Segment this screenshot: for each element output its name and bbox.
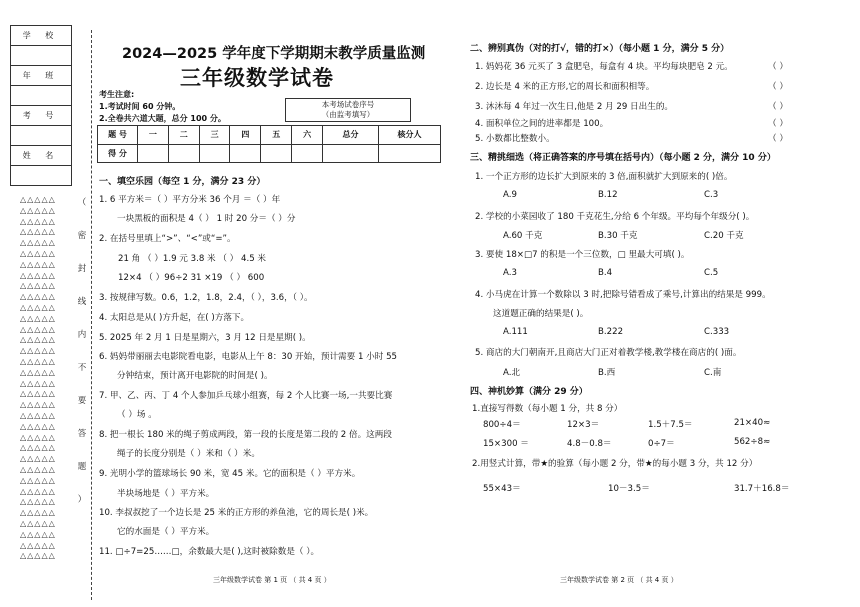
question-line: 绳子的长度分别是（ ）米和（ ）米。 — [117, 449, 260, 459]
score-header: 五 — [261, 126, 292, 145]
score-header: 三 — [199, 126, 230, 145]
mc-option[interactable]: C.20 千克 — [704, 231, 744, 241]
seal-dashed-line — [91, 30, 92, 600]
question-line: （ ）场 。 — [117, 410, 157, 420]
mc-option[interactable]: C.南 — [704, 368, 722, 378]
note-total: 2.全卷共六道大题，总分 100 分。 — [99, 114, 226, 123]
tf-answer-blank[interactable]: （ ） — [768, 119, 788, 129]
triangle-border-decoration: △△△△△ △△△△△ △△△△△ △△△△△ △△△△△ △△△△△ △△△△△ △△△△△ △△△△△ △△△△△ △△△△△ △△△△△ △△△△△ △△△△△ △△△△△ △△△△△ △△△△△ △△△△△ △△△△△ △△△△△ △△△△△ △△△△△ △△△△△ △△△△△ △△△△△ △△△△△ △△△△△ △△△△△ △△△△△ △△△△△ △△△△△ △△△△△ △△△△△ △△△△△ — [20, 195, 56, 561]
mc-option[interactable]: A.9 — [503, 190, 517, 200]
score-cell[interactable] — [168, 144, 199, 163]
score-cell[interactable] — [199, 144, 230, 163]
score-cell[interactable] — [292, 144, 323, 163]
question-line: 8. 把一根长 180 米的绳子剪成两段，第一段的长度是第二段的 2 倍。这两段 — [99, 430, 392, 440]
score-cell[interactable] — [379, 144, 441, 163]
score-header: 二 — [168, 126, 199, 145]
question-line: 5. 2025 年 2 月 1 日是星期六，3 月 12 日是星期( )。 — [99, 333, 311, 343]
mc-option[interactable]: B.12 — [598, 190, 618, 200]
mc-option[interactable]: B.30 千克 — [598, 231, 638, 241]
mc-question: 2. 学校的小菜园收了 180 千克花生,分给 6 个年级。平均每个年级分( )。 — [475, 212, 755, 222]
class-label: 年 班 — [11, 66, 72, 86]
calc-item: 0÷7＝ — [648, 439, 675, 449]
section-fill-blank: 一、填空乐园（每空 1 分，满分 23 分） — [99, 177, 266, 187]
calc-item: 4.8－0.8＝ — [567, 439, 612, 449]
question-line: 1. 6 平方米＝（ ）平方分米 36 个月 ＝（ ）年 — [99, 195, 281, 205]
mc-question: 4. 小马虎在计算一个数除以 3 时,把除号错看成了乘号,计算出的结果是 999。 — [475, 290, 771, 300]
question-line: 它的水面是（ ）平方米。 — [117, 527, 215, 537]
section-multiple-choice: 三、精挑细选（将正确答案的序号填在括号内）（每小题 2 分，满分 10 分） — [470, 153, 776, 163]
tf-question: 1. 妈妈花 36 元买了 3 盒肥皂，每盒有 4 块。平均每块肥皂 2 元。 — [475, 62, 733, 72]
score-header: 一 — [138, 126, 169, 145]
mc-question: 3. 要使 18×□7 的积是一个三位数，□ 里最大可填( )。 — [475, 250, 690, 260]
score-header: 总分 — [323, 126, 379, 145]
score-table — [97, 125, 441, 163]
score-header: 四 — [230, 126, 261, 145]
tf-answer-blank[interactable]: （ ） — [768, 102, 788, 112]
score-cell[interactable] — [261, 144, 292, 163]
score-header: 核分人 — [379, 126, 441, 145]
vertical-calc-item: 10－3.5＝ — [608, 484, 650, 494]
notes-label: 考生注意: — [99, 90, 135, 99]
mc-option[interactable]: B.4 — [598, 268, 613, 278]
tf-answer-blank[interactable]: （ ） — [768, 82, 788, 92]
score-cell[interactable] — [230, 144, 261, 163]
question-line: 11. □÷7=25……□，余数最大是( ),这时被除数是（ ）。 — [99, 547, 320, 557]
question-line: 4. 太阳总是从( )方升起，在( )方落下。 — [99, 313, 250, 323]
question-line: 7. 甲、乙、丙、丁 4 个人参加乒乓球小组赛，每 2 个人比赛一场,一共要比赛 — [99, 391, 393, 401]
seat-number-hint: （由监考填写） — [321, 110, 375, 119]
score-header: 六 — [292, 126, 323, 145]
question-line: 分钟结束，预计离开电影院的时间是( )。 — [117, 371, 273, 381]
question-line: 21 角 （ ）1.9 元 3.8 米 （ ） 4.5 米 — [118, 254, 267, 264]
score-cell[interactable] — [138, 144, 169, 163]
mc-option[interactable]: A.111 — [503, 327, 528, 337]
score-cell[interactable] — [323, 144, 379, 163]
student-info-table — [10, 25, 72, 186]
calc-subtitle: 1.直接写得数（每小题 1 分，共 8 分） — [472, 404, 623, 414]
class-blank[interactable] — [11, 86, 72, 106]
exam-subject-title: 三年级数学试卷 — [180, 66, 334, 90]
mc-option[interactable]: A.60 千克 — [503, 231, 543, 241]
tf-answer-blank[interactable]: （ ） — [768, 134, 788, 144]
name-label: 姓 名 — [11, 146, 72, 166]
mc-option[interactable]: C.3 — [704, 190, 719, 200]
question-line: 10. 李叔叔挖了一个边长是 25 米的正方形的养鱼池，它的周长是( )米。 — [99, 508, 374, 518]
tf-question: 4. 面积单位之间的进率都是 100。 — [475, 119, 609, 129]
section-calculation: 四、神机妙算（满分 29 分） — [470, 387, 588, 397]
score-header: 题 号 — [98, 126, 138, 145]
mc-option[interactable]: B.西 — [598, 368, 616, 378]
note-time: 1.考试时间 60 分钟。 — [99, 102, 181, 111]
name-blank[interactable] — [11, 166, 72, 186]
calc-item: 1.5＋7.5＝ — [648, 420, 693, 430]
calc-item: 21×40≈ — [734, 418, 771, 428]
calc-item: 12×3＝ — [567, 420, 600, 430]
question-line: 3. 按规律写数。0.6，1.2，1.8，2.4，（ ），3.6，（ ）。 — [99, 293, 313, 303]
seal-line-text: （ 密 封 线 内 不 要 答 题 ） — [77, 198, 87, 505]
page-footer-1: 三年级数学试卷 第 1 页 （ 共 4 页 ） — [213, 576, 331, 584]
vertical-calc-subtitle: 2.用竖式计算，带★的验算（每小题 2 分，带★的每小题 3 分，共 12 分） — [472, 459, 758, 469]
mc-question: 1. 一个正方形的边长扩大到原来的 3 倍,面积就扩大到原来的( )倍。 — [475, 172, 733, 182]
question-line: 2. 在括号里填上“>”、“<”或“=”。 — [99, 234, 236, 244]
calc-item: 562÷8≈ — [734, 437, 771, 447]
exam-title: 2024—2025 学年度下学期期末教学质量监测 — [122, 46, 426, 62]
tf-question: 5. 小数都比整数小。 — [475, 134, 555, 144]
tf-answer-blank[interactable]: （ ） — [768, 62, 788, 72]
question-line: 半块场地是（ ）平方米。 — [117, 489, 215, 499]
school-blank[interactable] — [11, 46, 72, 66]
calc-item: 15×300 ＝ — [483, 439, 529, 449]
school-label: 学 校 — [11, 26, 72, 46]
calc-item: 800÷4＝ — [483, 420, 521, 430]
seat-number-box[interactable] — [285, 98, 411, 122]
mc-option[interactable]: C.5 — [704, 268, 719, 278]
mc-option[interactable]: C.333 — [704, 327, 730, 337]
exam-number-blank[interactable] — [11, 126, 72, 146]
score-row-label: 得 分 — [98, 144, 138, 163]
section-true-false: 二、辨别真伪（对的打√，错的打×）（每小题 1 分，满分 5 分） — [470, 44, 730, 54]
tf-question: 2. 边长是 4 米的正方形,它的周长和面积相等。 — [475, 82, 655, 92]
question-line: 一块黑板的面积是 4（ ） 1 时 20 分＝（ ）分 — [117, 214, 296, 224]
mc-option[interactable]: A.北 — [503, 368, 521, 378]
mc-question-cont: 这道题正确的结果是( )。 — [493, 309, 589, 319]
question-line: 12×4 （ ）96÷2 31 ×19 （ ） 600 — [118, 273, 265, 283]
question-line: 9. 光明小学的篮球场长 90 米，宽 45 米。它的面积是（ ）平方米。 — [99, 469, 361, 479]
mc-question: 5. 商店的大门朝南开,且商店大门正对着教学楼,教学楼在商店的( )面。 — [475, 348, 742, 358]
tf-question: 3. 沐沐每 4 年过一次生日,他是 2 月 29 日出生的。 — [475, 102, 674, 112]
vertical-calc-item: 55×43＝ — [483, 484, 521, 494]
exam-number-label: 考 号 — [11, 106, 72, 126]
mc-option[interactable]: B.222 — [598, 327, 624, 337]
mc-option[interactable]: A.3 — [503, 268, 517, 278]
seat-number-label: 本考场试卷序号 — [321, 100, 375, 109]
page-footer-2: 三年级数学试卷 第 2 页 （ 共 4 页 ） — [560, 576, 678, 584]
question-line: 6. 妈妈带丽丽去电影院看电影，电影从上午 8：30 开始，预计需要 1 小时 55 — [99, 352, 398, 362]
vertical-calc-item: 31.7＋16.8＝ — [734, 484, 790, 494]
